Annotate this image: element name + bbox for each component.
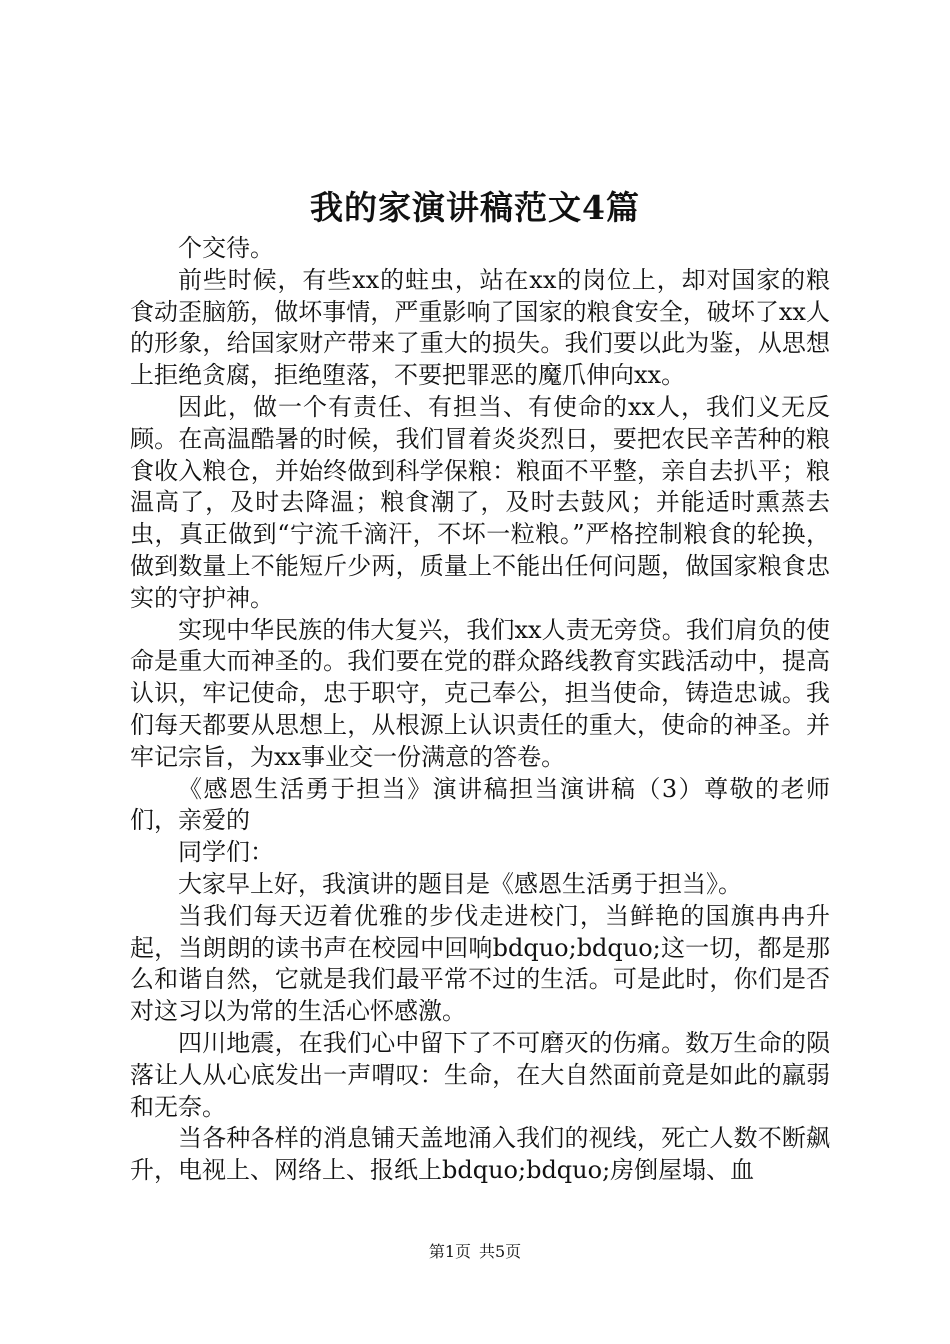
paragraph: 前些时候，有些xx的蛀虫，站在xx的岗位上，却对国家的粮食动歪脑筋，做坏事情，严重影响了国家的粮食安全，破坏了xx人的形象，给国家财产带来了重大的损失。我们要以此为鉴，从思想上拒绝贪腐，拒绝堕落，不要把罪恶的魔爪伸向xx。	[130, 265, 830, 390]
page-footer	[0, 1241, 950, 1263]
paragraph: 个交待。	[178, 234, 274, 262]
paragraph: 大家早上好，我演讲的题目是《感恩生活勇于担当》。	[178, 869, 742, 898]
document-title: 我的家演讲稿范文4篇	[310, 188, 640, 227]
paragraph: 《感恩生活勇于担当》演讲稿担当演讲稿（3）尊敬的老师们，亲爱的	[130, 774, 830, 835]
paragraph: 实现中华民族的伟大复兴，我们xx人责无旁贷。我们肩负的使命是重大而神圣的。我们要在党的群众路线教育实践活动中，提高认识，牢记使命，忠于职守，克己奉公，担当使命，铸造忠诚。我们每天都要从思想上，从根源上认识责任的重大，使命的神圣。并牢记宗旨，为xx事业交一份满意的答卷。	[130, 615, 830, 771]
document-body	[130, 233, 830, 1187]
paragraph: 因此，做一个有责任、有担当、有使命的xx人，我们义无反顾。在高温酷暑的时候，我们冒着炎炎烈日，要把农民辛苦种的粮食收入粮仓，并始终做到科学保粮：粮面不平整，亲自去扒平；粮温高了，及时去降温；粮食潮了，及时去鼓风；并能适时熏蒸去虫，真正做到“宁流千滴汗，不坏一粒粮。”严格控制粮食的轮换，做到数量上不能短斤少两，质量上不能出任何问题，做国家粮食忠实的守护神。	[130, 392, 830, 612]
paragraph: 当各种各样的消息铺天盖地涌入我们的视线，死亡人数不断飙升，电视上、网络上、报纸上bdquo;bdquo;房倒屋塌、血	[130, 1124, 830, 1185]
paragraph: 同学们：	[178, 838, 274, 867]
paragraph: 当我们每天迈着优雅的步伐走进校门，当鲜艳的国旗冉冉升起，当朗朗的读书声在校园中回响bdquo;bdquo;这一切，都是那么和谐自然，它就是我们最平常不过的生活。可是此时，你们是否对这习以为常的生活心怀感激。	[130, 901, 830, 1026]
paragraph: 四川地震，在我们心中留下了不可磨灭的伤痛。数万生命的陨落让人从心底发出一声喟叹：生命，在大自然面前竟是如此的羸弱和无奈。	[130, 1028, 830, 1121]
page-total: 共5页	[479, 1242, 522, 1261]
page-number: 第1页	[428, 1242, 471, 1261]
